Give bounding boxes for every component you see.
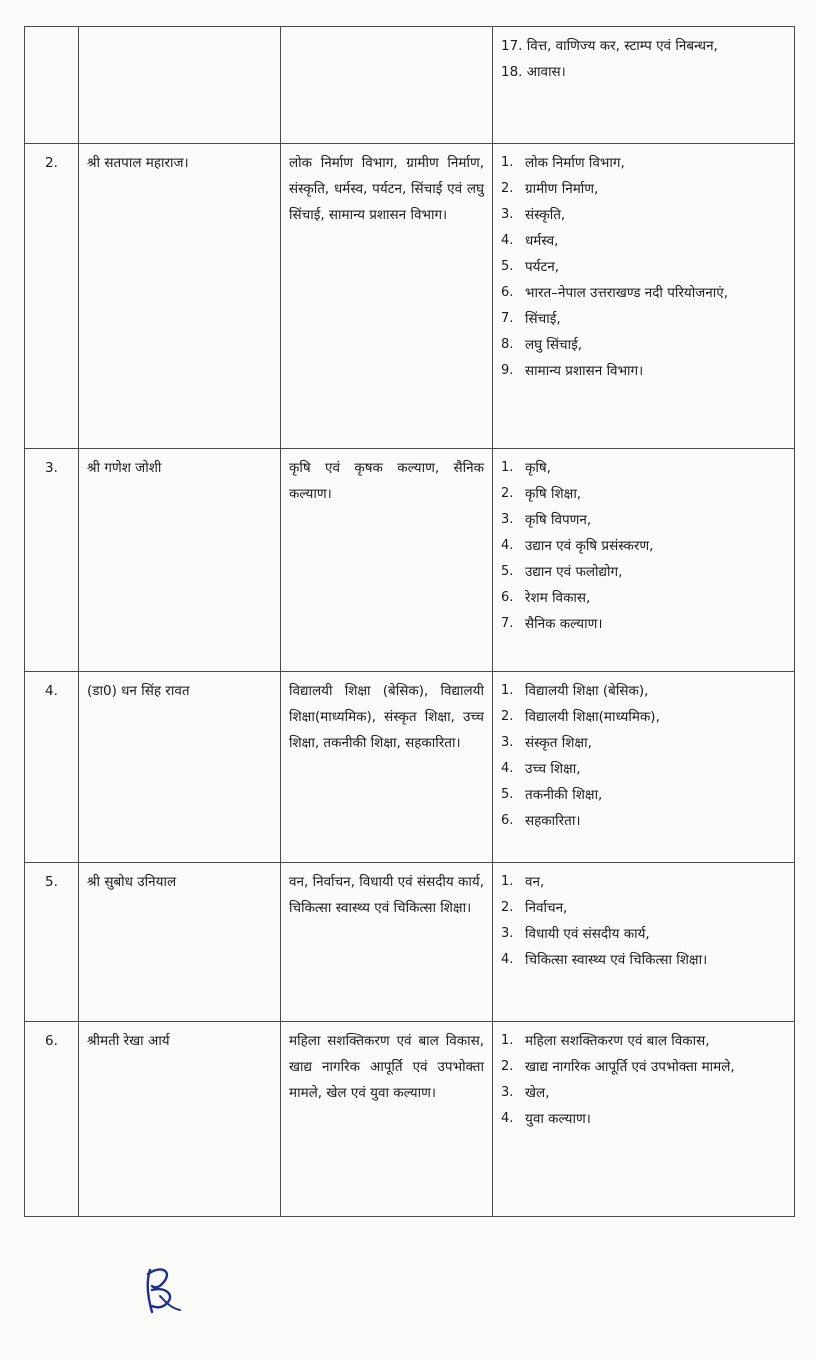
item-number: 4. bbox=[501, 233, 514, 248]
list-item bbox=[501, 481, 786, 507]
departments-summary: वन, निर्वाचन, विधायी एवं संसदीय कार्य, चिकित्सा स्वास्थ्य एवं चिकित्सा शिक्षा। bbox=[281, 863, 493, 1022]
item-text: खेल, bbox=[525, 1085, 550, 1101]
serial-number: 3. bbox=[25, 449, 79, 672]
list-item bbox=[501, 306, 786, 332]
list-item bbox=[501, 808, 786, 834]
department-list-cell bbox=[493, 863, 795, 1022]
list-item bbox=[501, 1080, 786, 1106]
department-list-cell bbox=[493, 449, 795, 672]
department-list-cell bbox=[493, 144, 795, 449]
department-list bbox=[501, 1028, 786, 1132]
list-item bbox=[501, 782, 786, 808]
item-number: 3. bbox=[501, 926, 514, 941]
list-item bbox=[501, 947, 786, 973]
item-number: 2. bbox=[501, 486, 514, 501]
minister-name-cell bbox=[79, 27, 281, 144]
list-item bbox=[501, 176, 786, 202]
list-item bbox=[501, 280, 786, 306]
list-item bbox=[501, 455, 786, 481]
item-text: चिकित्सा स्वास्थ्य एवं चिकित्सा शिक्षा। bbox=[525, 952, 708, 968]
portfolio-table bbox=[24, 26, 795, 1217]
item-number: 4. bbox=[501, 1111, 514, 1126]
item-number: 1. bbox=[501, 1033, 514, 1048]
item-number: 1. bbox=[501, 683, 514, 698]
item-text: खाद्य नागरिक आपूर्ति एवं उपभोक्ता मामले, bbox=[525, 1059, 735, 1075]
item-text: विद्यालयी शिक्षा (बेसिक), bbox=[525, 683, 649, 699]
item-text: उद्यान एवं फलोद्योग, bbox=[525, 564, 623, 580]
list-item bbox=[501, 332, 786, 358]
item-number: 7. bbox=[501, 616, 514, 631]
table-row-continued bbox=[25, 27, 795, 144]
item-text: विधायी एवं संसदीय कार्य, bbox=[525, 926, 650, 942]
departments-cell bbox=[281, 27, 493, 144]
item-text: उच्च शिक्षा, bbox=[525, 761, 581, 777]
item-text: धर्मस्व, bbox=[525, 233, 559, 249]
list-item bbox=[501, 559, 786, 585]
department-list-cell bbox=[493, 27, 795, 144]
item-text: उद्यान एवं कृषि प्रसंस्करण, bbox=[525, 538, 654, 554]
item-number: 4. bbox=[501, 761, 514, 776]
serial-number: 6. bbox=[25, 1022, 79, 1217]
department-list-cell bbox=[493, 1022, 795, 1217]
item-number: 3. bbox=[501, 735, 514, 750]
minister-name: श्री सतपाल महाराज। bbox=[79, 144, 281, 449]
serial-number: 4. bbox=[25, 672, 79, 863]
department-list bbox=[501, 150, 786, 384]
list-item bbox=[501, 507, 786, 533]
item-number: 3. bbox=[501, 207, 514, 222]
item-text: ग्रामीण निर्माण, bbox=[525, 181, 599, 197]
list-item bbox=[501, 895, 786, 921]
departments-summary: लोक निर्माण विभाग, ग्रामीण निर्माण, संस्कृति, धर्मस्व, पर्यटन, सिंचाई एवं लघु सिंचाई, सामान्य प्रशासन विभाग। bbox=[281, 144, 493, 449]
item-number: 9. bbox=[501, 363, 514, 378]
item-number: 6. bbox=[501, 813, 514, 828]
table-row bbox=[25, 144, 795, 449]
list-item bbox=[501, 678, 786, 704]
serial-number: 2. bbox=[25, 144, 79, 449]
list-item bbox=[501, 730, 786, 756]
minister-name: (डा0) धन सिंह रावत bbox=[79, 672, 281, 863]
item-text: कृषि विपणन, bbox=[525, 512, 592, 528]
item-number: 6. bbox=[501, 590, 514, 605]
list-item bbox=[501, 585, 786, 611]
item-number: 2. bbox=[501, 1059, 514, 1074]
departments-summary: महिला सशक्तिकरण एवं बाल विकास, खाद्य नागरिक आपूर्ति एवं उपभोक्ता मामले, खेल एवं युवा कल्याण। bbox=[281, 1022, 493, 1217]
serial-cell bbox=[25, 27, 79, 144]
list-item bbox=[501, 611, 786, 637]
list-item bbox=[501, 921, 786, 947]
item-number: 3. bbox=[501, 512, 514, 527]
item-number: 2. bbox=[501, 181, 514, 196]
item-number: 1. bbox=[501, 155, 514, 170]
departments-summary: कृषि एवं कृषक कल्याण, सैनिक कल्याण। bbox=[281, 449, 493, 672]
item-number: 3. bbox=[501, 1085, 514, 1100]
list-item bbox=[501, 1106, 786, 1132]
item-number: 2. bbox=[501, 709, 514, 724]
item-text: तकनीकी शिक्षा, bbox=[525, 787, 603, 803]
item-number: 5. bbox=[501, 564, 514, 579]
signature-initials bbox=[140, 1262, 184, 1316]
table-row bbox=[25, 449, 795, 672]
department-list-cell bbox=[493, 672, 795, 863]
list-item bbox=[501, 704, 786, 730]
item-number: 4. bbox=[501, 538, 514, 553]
item-text: निर्वाचन, bbox=[525, 900, 568, 916]
item-text: सहकारिता। bbox=[525, 813, 581, 829]
item-text: रेशम विकास, bbox=[525, 590, 591, 606]
list-item bbox=[501, 869, 786, 895]
item-text: पर्यटन, bbox=[525, 259, 560, 275]
list-item bbox=[501, 254, 786, 280]
item-text: संस्कृत शिक्षा, bbox=[525, 735, 592, 751]
list-item bbox=[501, 228, 786, 254]
item-text: कृषि, bbox=[525, 460, 551, 476]
item-number: 1. bbox=[501, 874, 514, 889]
serial-number: 5. bbox=[25, 863, 79, 1022]
item-text: सामान्य प्रशासन विभाग। bbox=[525, 363, 644, 379]
minister-name: श्रीमती रेखा आर्य bbox=[79, 1022, 281, 1217]
table-row bbox=[25, 1022, 795, 1217]
item-number: 5. bbox=[501, 259, 514, 274]
department-list bbox=[501, 455, 786, 637]
item-text: भारत–नेपाल उत्तराखण्ड नदी परियोजनाएं, bbox=[525, 285, 728, 301]
item-text: युवा कल्याण। bbox=[525, 1111, 591, 1127]
item-number: 4. bbox=[501, 952, 514, 967]
item-number: 1. bbox=[501, 460, 514, 475]
item-text: लघु सिंचाई, bbox=[525, 337, 583, 353]
item-number: 2. bbox=[501, 900, 514, 915]
item-number: 7. bbox=[501, 311, 514, 326]
departments-summary: विद्यालयी शिक्षा (बेसिक), विद्यालयी शिक्षा(माध्यमिक), संस्कृत शिक्षा, उच्च शिक्षा, तकनीकी शिक्षा, सहकारिता। bbox=[281, 672, 493, 863]
list-item: 17. वित्त, वाणिज्य कर, स्टाम्प एवं निबन्धन, bbox=[501, 38, 718, 54]
item-number: 8. bbox=[501, 337, 514, 352]
item-number: 5. bbox=[501, 787, 514, 802]
item-text: सैनिक कल्याण। bbox=[525, 616, 603, 632]
minister-name: श्री सुबोध उनियाल bbox=[79, 863, 281, 1022]
item-text: कृषि शिक्षा, bbox=[525, 486, 582, 502]
item-text: विद्यालयी शिक्षा(माध्यमिक), bbox=[525, 709, 660, 725]
list-item bbox=[501, 756, 786, 782]
table-row bbox=[25, 672, 795, 863]
item-text: वन, bbox=[525, 874, 545, 890]
item-text: महिला सशक्तिकरण एवं बाल विकास, bbox=[525, 1033, 710, 1049]
list-item bbox=[501, 358, 786, 384]
item-text: लोक निर्माण विभाग, bbox=[525, 155, 625, 171]
department-list bbox=[501, 869, 786, 973]
department-list bbox=[501, 678, 786, 834]
list-item: 18. आवास। bbox=[501, 64, 566, 80]
item-number: 6. bbox=[501, 285, 514, 300]
item-text: संस्कृति, bbox=[525, 207, 566, 223]
table-row bbox=[25, 863, 795, 1022]
list-item bbox=[501, 1028, 786, 1054]
minister-name: श्री गणेश जोशी bbox=[79, 449, 281, 672]
list-item bbox=[501, 533, 786, 559]
list-item bbox=[501, 1054, 786, 1080]
list-item bbox=[501, 150, 786, 176]
list-item bbox=[501, 202, 786, 228]
item-text: सिंचाई, bbox=[525, 311, 561, 327]
